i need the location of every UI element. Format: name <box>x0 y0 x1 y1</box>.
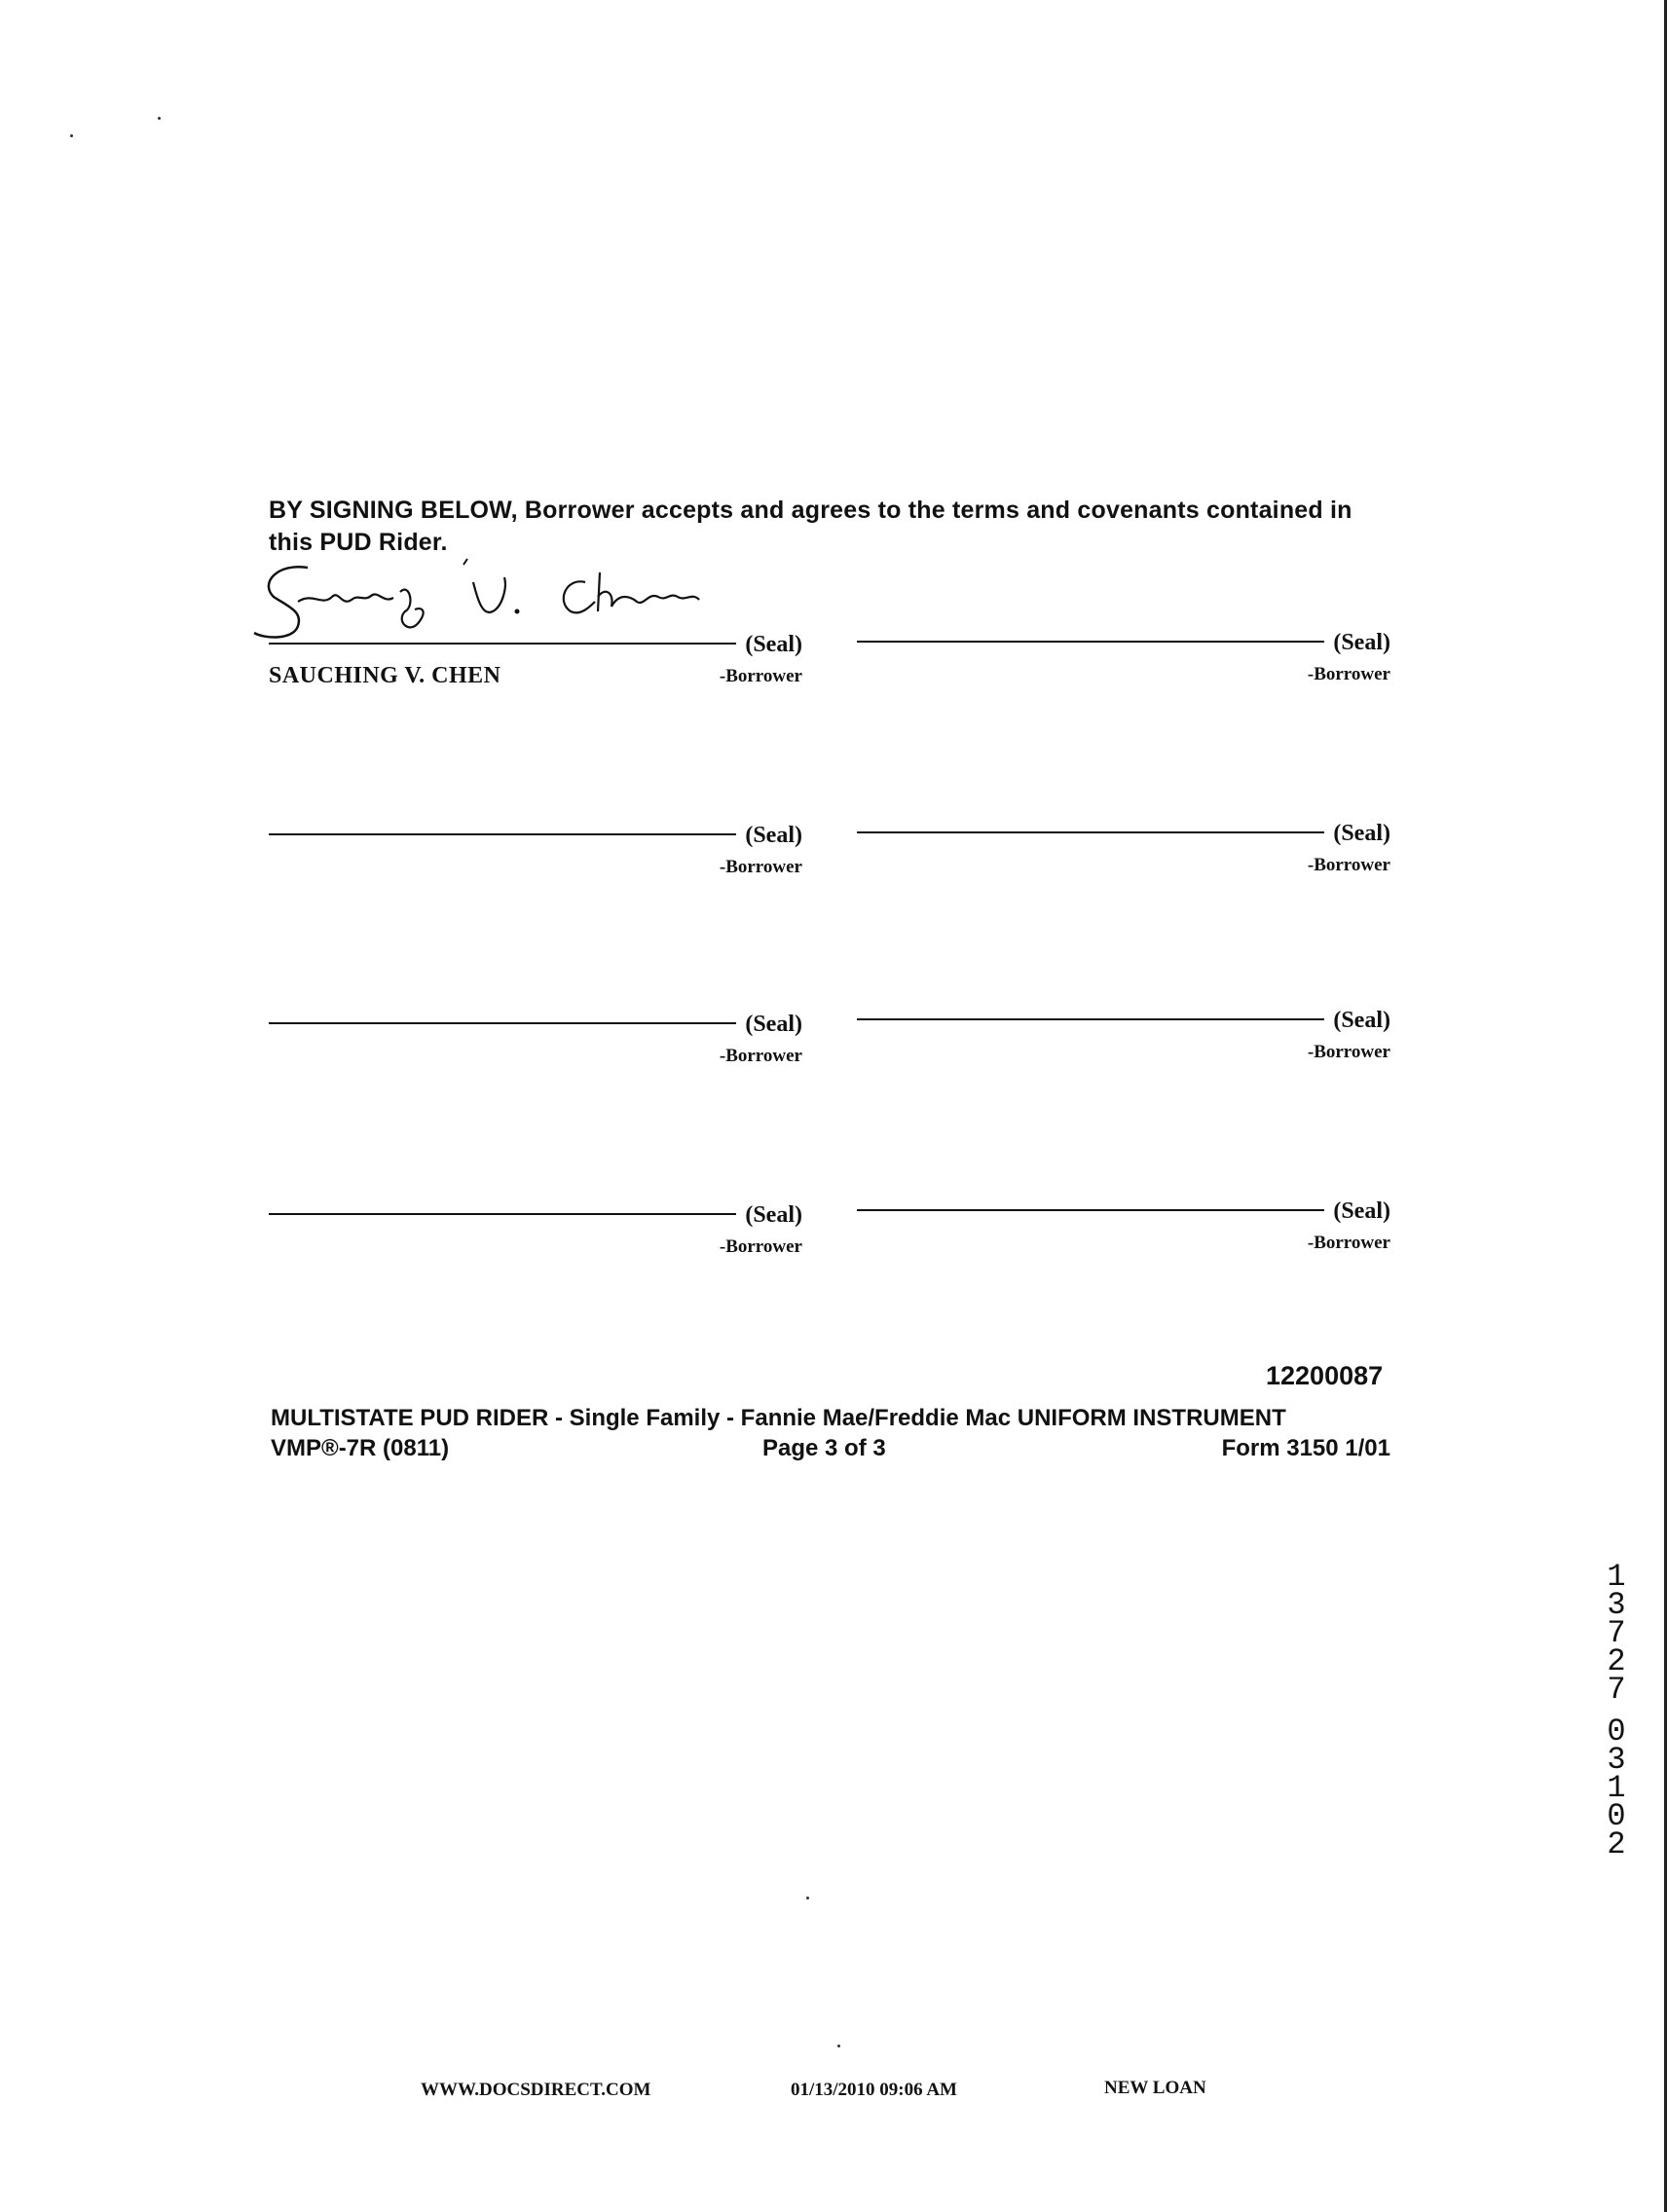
margin-digit: 1 <box>1607 1770 1626 1806</box>
seal-label: (Seal) <box>1333 1008 1390 1033</box>
signature-block-6 <box>857 987 1390 1062</box>
borrower-label: -Borrower <box>1307 1042 1390 1062</box>
seal-label: (Seal) <box>745 632 802 657</box>
seal-label: (Seal) <box>745 1202 802 1228</box>
margin-digit: 7 <box>1607 1672 1626 1708</box>
signature-line <box>269 833 736 835</box>
margin-digit: 3 <box>1607 1742 1626 1778</box>
footer-datetime: 01/13/2010 09:06 AM <box>791 2080 957 2100</box>
signature-line <box>269 1022 736 1024</box>
borrower-label: -Borrower <box>719 857 802 877</box>
borrower-label: -Borrower <box>1307 664 1390 684</box>
signature-line <box>269 643 736 645</box>
signature-block-1 <box>269 611 802 688</box>
margin-digit: 2 <box>1607 1643 1626 1679</box>
form-number: Form 3150 1/01 <box>1221 1435 1390 1461</box>
margin-digit: 0 <box>1607 1714 1626 1750</box>
signature-line <box>269 1213 736 1215</box>
signature-block-5 <box>269 991 802 1066</box>
form-code: VMP®-7R (0811) <box>271 1435 450 1461</box>
signature-line <box>857 1018 1324 1020</box>
seal-label: (Seal) <box>1333 821 1390 846</box>
seal-label: (Seal) <box>745 823 802 848</box>
borrower-label: -Borrower <box>719 1236 802 1257</box>
signature-line <box>857 641 1324 643</box>
seal-label: (Seal) <box>1333 1198 1390 1224</box>
borrower-printed-name: SAUCHING V. CHEN <box>269 663 501 688</box>
signature-block-2 <box>857 609 1390 684</box>
agreement-statement: BY SIGNING BELOW, Borrower accepts and agrees to the terms and covenants contained in this PUD Rider. <box>269 497 1352 556</box>
scan-speck <box>70 134 73 137</box>
footer-status: NEW LOAN <box>1104 2078 1206 2098</box>
borrower-label: -Borrower <box>1307 1233 1390 1253</box>
signature-block-7 <box>269 1182 802 1257</box>
margin-digit: 2 <box>1607 1826 1626 1862</box>
signature-line <box>857 831 1324 833</box>
margin-digit: 0 <box>1607 1798 1626 1834</box>
margin-digit: 7 <box>1607 1615 1626 1651</box>
signature-block-3 <box>269 802 802 877</box>
margin-recording-number <box>1602 1559 1631 1862</box>
scan-speck <box>837 2045 840 2047</box>
loan-number: 12200087 <box>1266 1361 1384 1390</box>
borrower-label: -Borrower <box>1307 855 1390 875</box>
margin-digit: 3 <box>1607 1587 1626 1623</box>
signature-block-8 <box>857 1178 1390 1253</box>
handwritten-signature <box>249 553 736 650</box>
seal-label: (Seal) <box>745 1012 802 1037</box>
page-number: Page 3 of 3 <box>762 1435 886 1461</box>
footer-website: WWW.DOCSDIRECT.COM <box>421 2080 651 2100</box>
form-title: MULTISTATE PUD RIDER - Single Family - Fannie Mae/Freddie Mac UNIFORM INSTRUMENT <box>271 1405 1286 1431</box>
scan-speck <box>158 117 161 120</box>
margin-digit: 1 <box>1607 1559 1626 1595</box>
signature-line <box>857 1209 1324 1211</box>
scan-speck <box>806 1897 809 1899</box>
borrower-label: -Borrower <box>719 1046 802 1066</box>
borrower-label: -Borrower <box>719 666 802 686</box>
seal-label: (Seal) <box>1333 630 1390 655</box>
signature-block-4 <box>857 800 1390 875</box>
